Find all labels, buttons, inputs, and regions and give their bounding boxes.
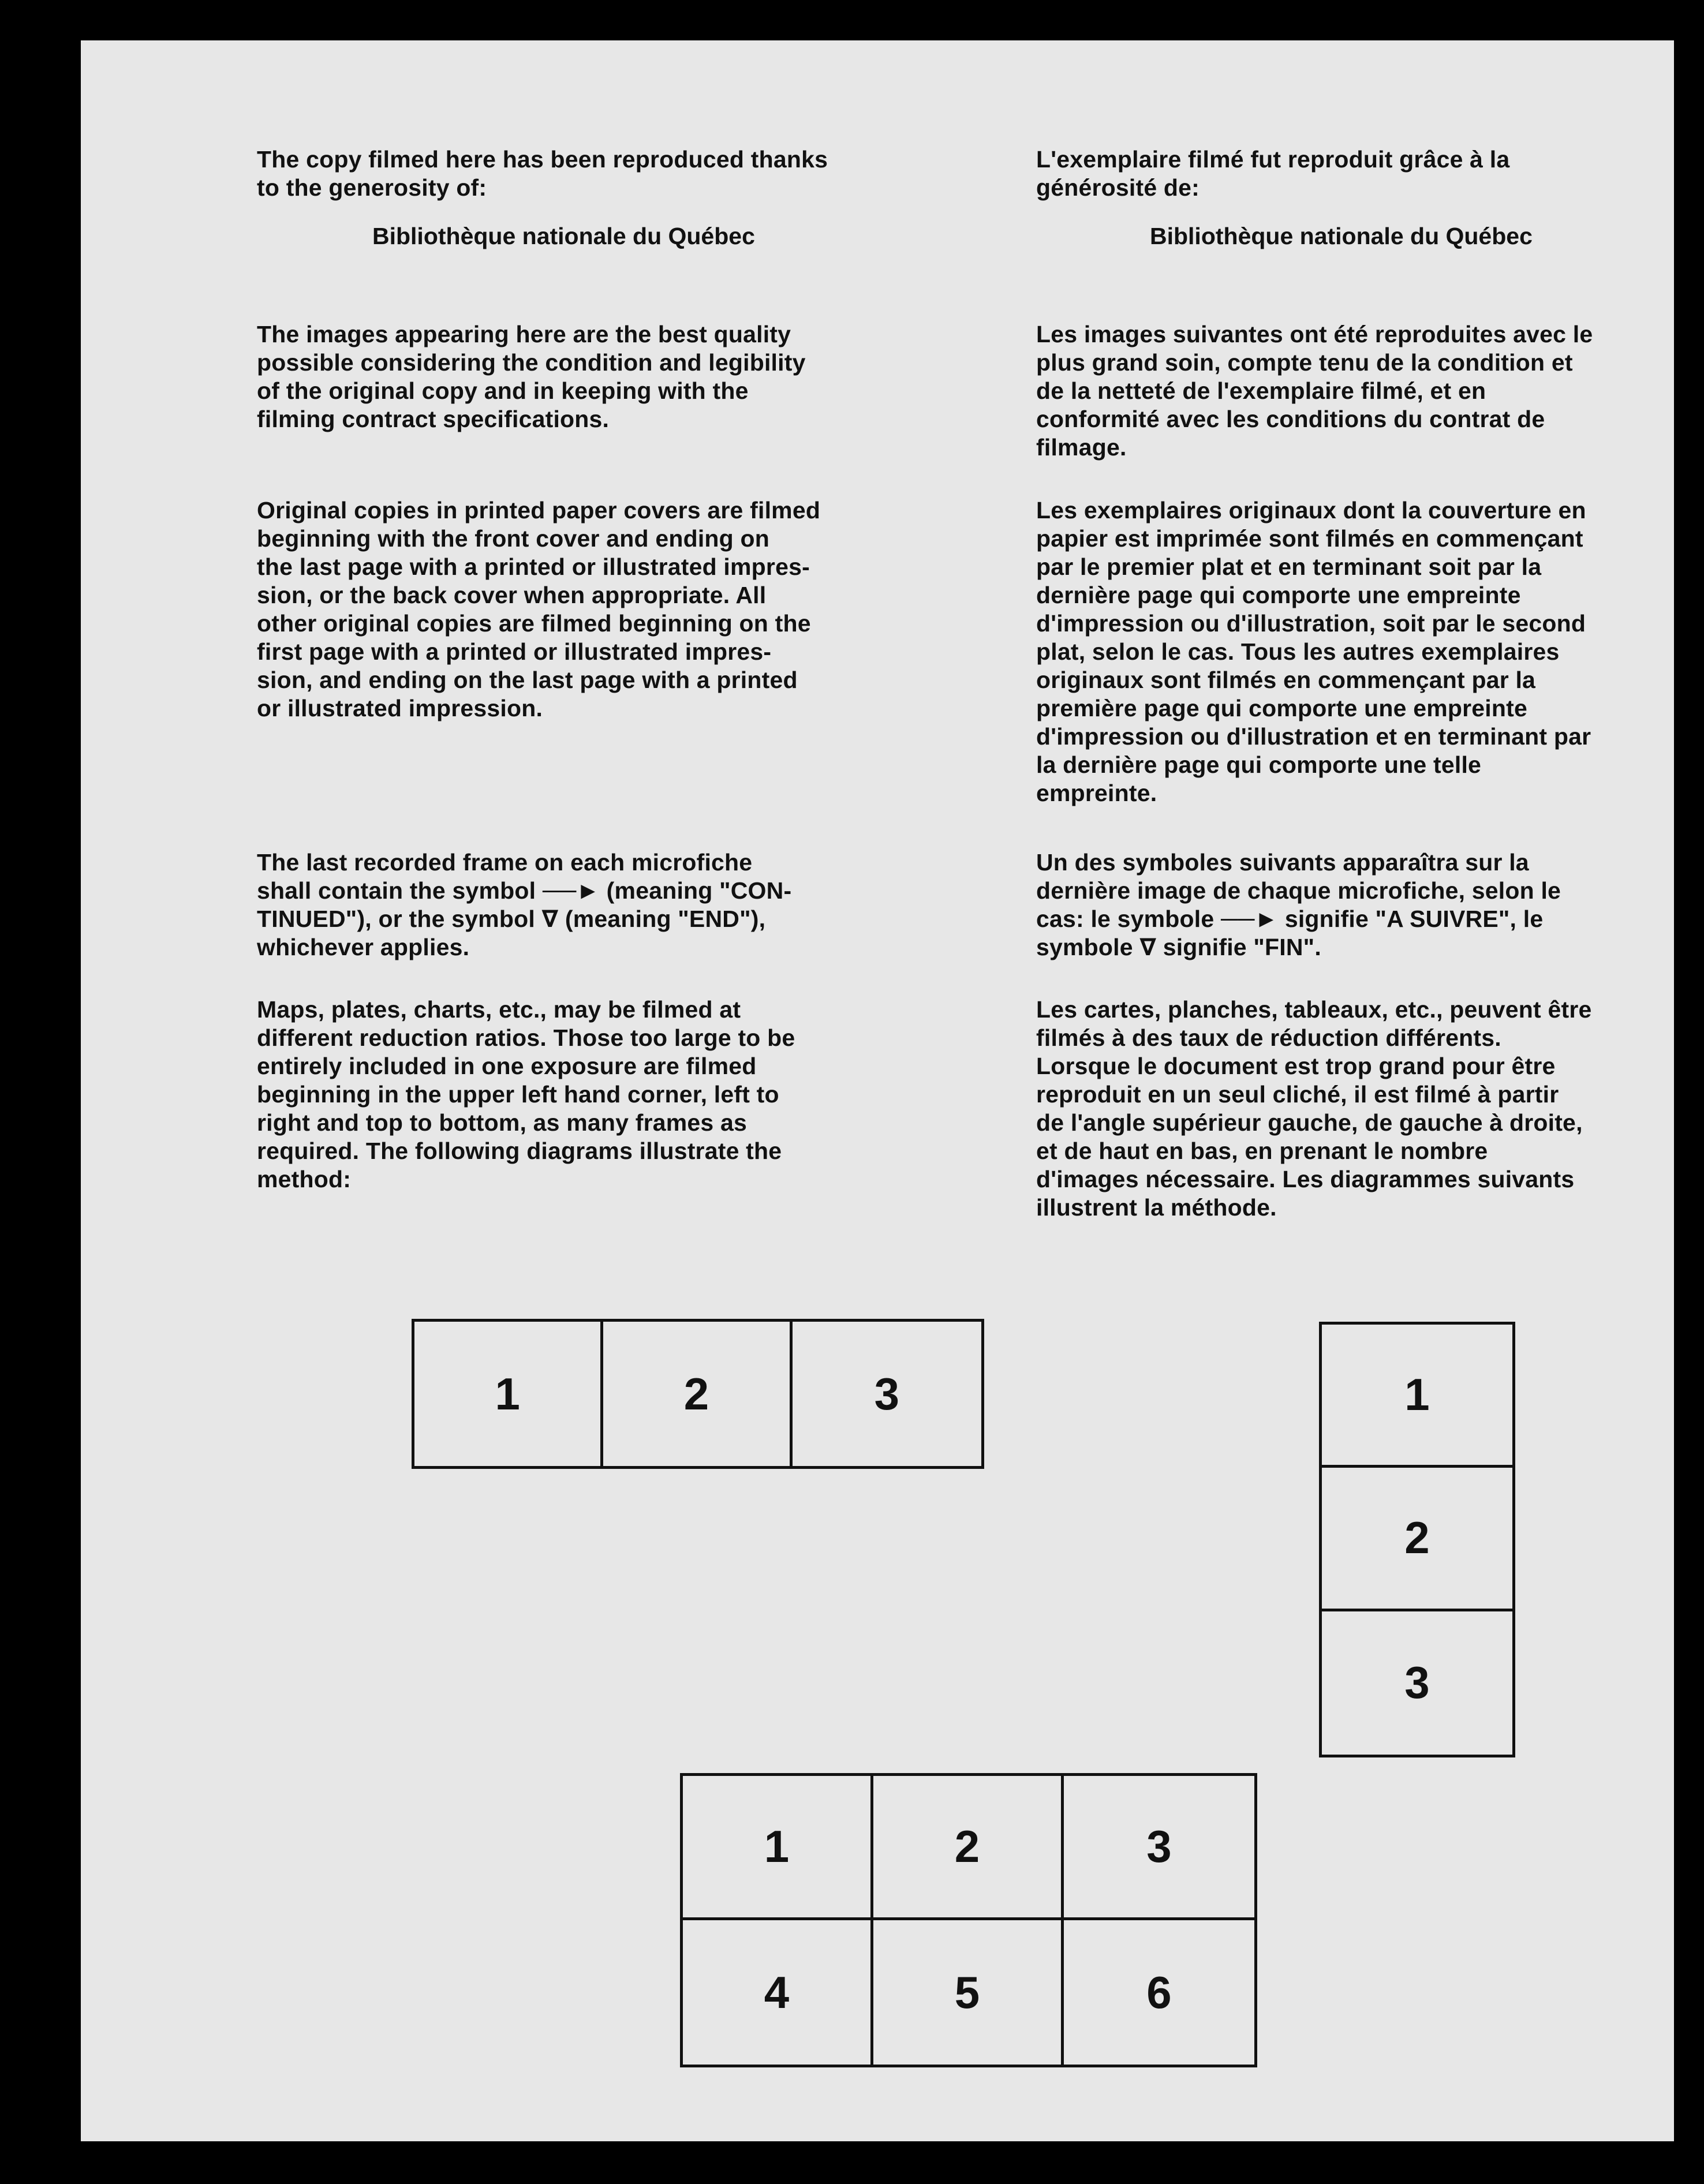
french-credit-name: Bibliothèque nationale du Québec bbox=[1150, 223, 1533, 249]
frame-cell: 2 bbox=[1322, 1468, 1512, 1611]
english-credit-intro bbox=[257, 145, 921, 202]
horizontal-frames-diagram bbox=[412, 1319, 984, 1469]
frame-cell: 2 bbox=[603, 1322, 792, 1466]
english-quality-text: The images appearing here are the best quality possible considering the condition and legibility of the original copy and in keeping with the filming contract specifications. bbox=[257, 321, 806, 432]
french-originals-text: Les exemplaires originaux dont la couverture en papier est imprimée sont filmés en commençant par le premier plat et en terminant soit par la dernière page qui comporte une empreinte d'impression ou d'illustration, soit par le second plat, selon le cas. Tous les autres exemplaires originaux sont filmés en commençant par la première page qui comporte une empreinte d'impression ou d'illustration et en terminant par la dernière page qui comporte une telle empreinte. bbox=[1036, 497, 1591, 806]
french-quality-paragraph bbox=[1036, 320, 1683, 462]
frame-cell: 3 bbox=[1404, 1657, 1430, 1708]
page-sheet bbox=[81, 40, 1674, 2141]
french-originals-paragraph bbox=[1036, 496, 1683, 807]
english-credit-name: Bibliothèque nationale du Québec bbox=[372, 223, 755, 249]
french-quality-text: Les images suivantes ont été reproduites avec le plus grand soin, compte tenu de la condition et de la netteté de l'exemplaire filmé, et en conformité avec les conditions du contrat de filmage. bbox=[1036, 321, 1593, 461]
vertical-frames-diagram bbox=[1319, 1322, 1515, 1757]
frame-cell: 5 bbox=[873, 1920, 1064, 2065]
frame-cell: 2 bbox=[873, 1776, 1064, 1920]
english-symbols-text: The last recorded frame on each microfiche shall contain the symbol ──► (meaning "CON- TINUED"), or the symbol ∇ (meaning "END"), whichever applies. bbox=[257, 849, 792, 960]
english-quality-paragraph bbox=[257, 320, 921, 433]
english-maps-paragraph bbox=[257, 996, 921, 1194]
english-originals-paragraph bbox=[257, 496, 921, 723]
grid-frames-diagram bbox=[680, 1773, 1257, 2067]
french-maps-paragraph bbox=[1036, 996, 1683, 1222]
french-symbols-paragraph bbox=[1036, 848, 1683, 962]
french-symbols-text: Un des symboles suivants apparaîtra sur la dernière image de chaque microfiche, selon le cas: le symbole ──► signifie "A SUIVRE", le symbole ∇ signifie "FIN". bbox=[1036, 849, 1561, 960]
french-maps-text: Les cartes, planches, tableaux, etc., peuvent être filmés à des taux de réduction différents. Lorsque le document est trop grand pour être reproduit en un seul cliché, il est filmé à partir de l'angle supérieur gauche, de gauche à droite, et de haut en bas, en prenant le nombre d'images nécessaire. Les diagrammes suivants illustrent la méthode. bbox=[1036, 996, 1592, 1221]
frame-cell: 3 bbox=[1064, 1776, 1254, 1920]
french-credit-intro bbox=[1036, 145, 1683, 202]
english-symbols-paragraph bbox=[257, 848, 921, 962]
frame-cell: 1 bbox=[683, 1776, 873, 1920]
frame-cell: 6 bbox=[1146, 1966, 1172, 2018]
english-maps-text: Maps, plates, charts, etc., may be filmed at different reduction ratios. Those too large to be entirely included in one exposure are filmed beginning in the upper left hand corner, left to right and top to bottom, as many frames as required. The following diagrams illustrate the method: bbox=[257, 996, 795, 1192]
english-credit-intro-text: The copy filmed here has been reproduced thanks to the generosity of: bbox=[257, 146, 828, 201]
french-credit-intro-text: L'exemplaire filmé fut reproduit grâce à la générosité de: bbox=[1036, 146, 1510, 201]
frame-cell: 1 bbox=[1322, 1325, 1512, 1468]
frame-cell: 1 bbox=[414, 1322, 603, 1466]
frame-cell: 3 bbox=[874, 1368, 900, 1419]
english-originals-text: Original copies in printed paper covers are filmed beginning with the front cover and ending on the last page with a printed or illustrated impres- sion, or the back cover when appropriate. All other original copies are filmed beginning on the first page with a printed or illustrated impres- sion, and ending on the last page with a printed or illustrated impression. bbox=[257, 497, 821, 721]
frame-cell: 4 bbox=[683, 1920, 873, 2065]
